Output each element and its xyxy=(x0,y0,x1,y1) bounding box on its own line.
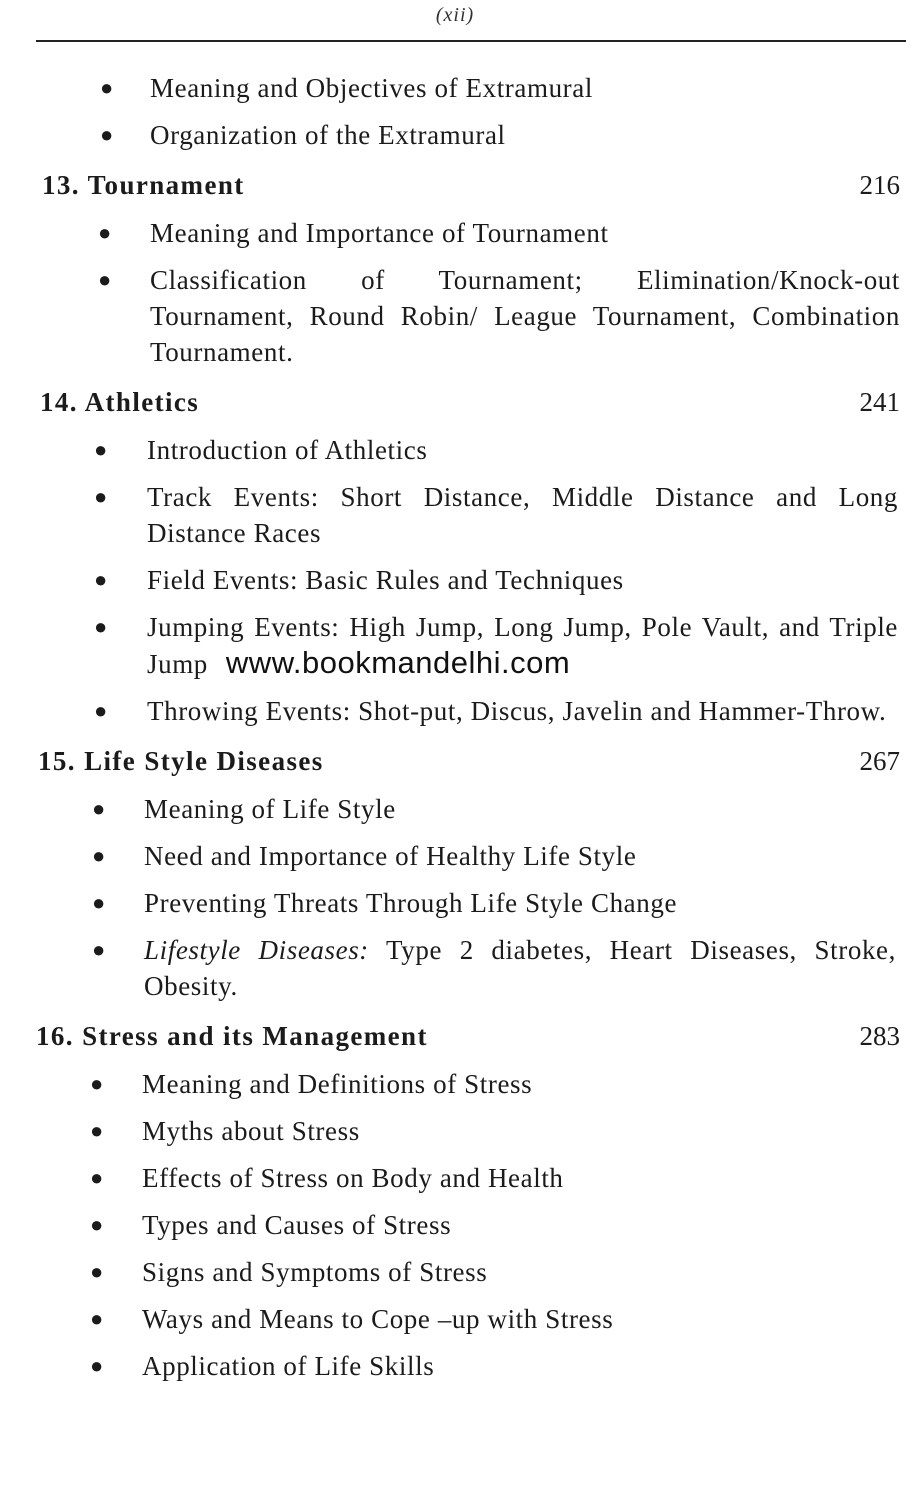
bullet-icon: ● xyxy=(92,843,106,868)
item-text: Introduction of Athletics xyxy=(147,435,428,465)
list-item xyxy=(0,1254,910,1290)
list-item xyxy=(0,1301,910,1337)
bullet-icon: ● xyxy=(90,1259,104,1284)
chapter-heading xyxy=(0,741,910,781)
list-item xyxy=(0,1113,910,1149)
chapter-section xyxy=(0,382,910,729)
item-text: Meaning and Definitions of Stress xyxy=(142,1069,533,1099)
item-text: Throwing Events: Shot-put, Discus, Javelin and Hammer-Throw. xyxy=(147,696,887,726)
bullet-icon: ● xyxy=(94,567,108,592)
item-text: Application of Life Skills xyxy=(142,1351,435,1381)
item-text: Type 2 diabetes, Heart Diseases, Stroke, Obesity. xyxy=(144,935,896,1001)
list-item xyxy=(0,262,910,370)
list-item xyxy=(0,1348,910,1384)
list-item xyxy=(0,117,910,153)
item-text: Classification of Tournament; Elimination/Knock-out Tournament, Round Robin/ League Tournament, Combination Tournament. xyxy=(150,265,900,367)
bullet-icon: ● xyxy=(92,796,106,821)
list-item xyxy=(0,1207,910,1243)
bullet-list xyxy=(0,791,910,1004)
list-item xyxy=(0,791,910,827)
chapter-title: 15. Life Style Diseases xyxy=(38,746,324,776)
chapter-heading xyxy=(0,165,910,205)
chapter-title: 14. Athletics xyxy=(40,387,200,417)
item-text: Myths about Stress xyxy=(142,1116,360,1146)
item-text: Track Events: Short Distance, Middle Distance and Long Distance Races xyxy=(147,482,898,548)
bullet-list xyxy=(0,1066,910,1384)
list-item xyxy=(0,562,910,598)
list-item xyxy=(0,1066,910,1102)
table-of-contents xyxy=(0,70,910,1395)
list-item xyxy=(0,693,910,729)
bullet-list xyxy=(0,432,910,729)
bullet-icon: ● xyxy=(90,1165,104,1190)
item-text: Jumping Events: High Jump, Long Jump, Pole Vault, and Triple Jump xyxy=(147,612,898,679)
item-text: Field Events: Basic Rules and Techniques xyxy=(147,565,624,595)
list-item xyxy=(0,479,910,551)
bullet-icon: ● xyxy=(90,1118,104,1143)
item-text: Types and Causes of Stress xyxy=(142,1210,452,1240)
bullet-icon: ● xyxy=(98,220,112,245)
bullet-icon: ● xyxy=(92,890,106,915)
item-text: Signs and Symptoms of Stress xyxy=(142,1257,488,1287)
item-text: Need and Importance of Healthy Life Style xyxy=(144,841,637,871)
chapter-title: 13. Tournament xyxy=(42,170,245,200)
chapter-page-number: 241 xyxy=(859,387,900,417)
page-number-header: (xii) xyxy=(435,4,475,26)
chapter-heading xyxy=(0,1016,910,1056)
bullet-icon: ● xyxy=(94,437,108,462)
list-item xyxy=(0,70,910,106)
item-text: Ways and Means to Cope –up with Stress xyxy=(142,1304,614,1334)
item-text: Preventing Threats Through Life Style Change xyxy=(144,888,678,918)
bullet-icon: ● xyxy=(98,267,112,292)
bullet-icon: ● xyxy=(90,1071,104,1096)
watermark-url: www.bookmandelhi.com xyxy=(225,645,571,680)
bullet-list xyxy=(0,215,910,370)
chapter-title: 16. Stress and its Management xyxy=(36,1021,428,1051)
bullet-icon: ● xyxy=(90,1353,104,1378)
item-text: Meaning and Objectives of Extramural xyxy=(150,73,593,103)
bullet-list xyxy=(0,70,910,153)
list-item xyxy=(0,1160,910,1196)
list-item xyxy=(0,215,910,251)
chapter-page-number: 267 xyxy=(859,746,900,776)
header-rule xyxy=(36,40,906,42)
chapter-section xyxy=(0,1016,910,1384)
chapter-heading xyxy=(0,382,910,422)
bullet-icon: ● xyxy=(100,122,114,147)
bullet-icon: ● xyxy=(94,698,108,723)
item-text: Meaning of Life Style xyxy=(144,794,396,824)
chapter-section xyxy=(0,165,910,370)
list-item xyxy=(0,609,910,682)
bullet-icon: ● xyxy=(100,75,114,100)
item-text: Meaning and Importance of Tournament xyxy=(150,218,609,248)
list-item xyxy=(0,432,910,468)
bullet-icon: ● xyxy=(90,1306,104,1331)
bullet-icon: ● xyxy=(92,937,106,962)
item-text: Organization of the Extramural xyxy=(150,120,506,150)
list-item xyxy=(0,838,910,874)
bullet-icon: ● xyxy=(94,614,108,639)
item-text: Effects of Stress on Body and Health xyxy=(142,1163,564,1193)
list-item xyxy=(0,885,910,921)
bullet-icon: ● xyxy=(94,484,108,509)
chapter-section xyxy=(0,741,910,1004)
item-lead: Lifestyle Diseases: xyxy=(144,935,369,965)
bullet-icon: ● xyxy=(90,1212,104,1237)
chapter-page-number: 216 xyxy=(859,170,900,200)
chapter-page-number: 283 xyxy=(859,1021,900,1051)
list-item xyxy=(0,932,910,1004)
